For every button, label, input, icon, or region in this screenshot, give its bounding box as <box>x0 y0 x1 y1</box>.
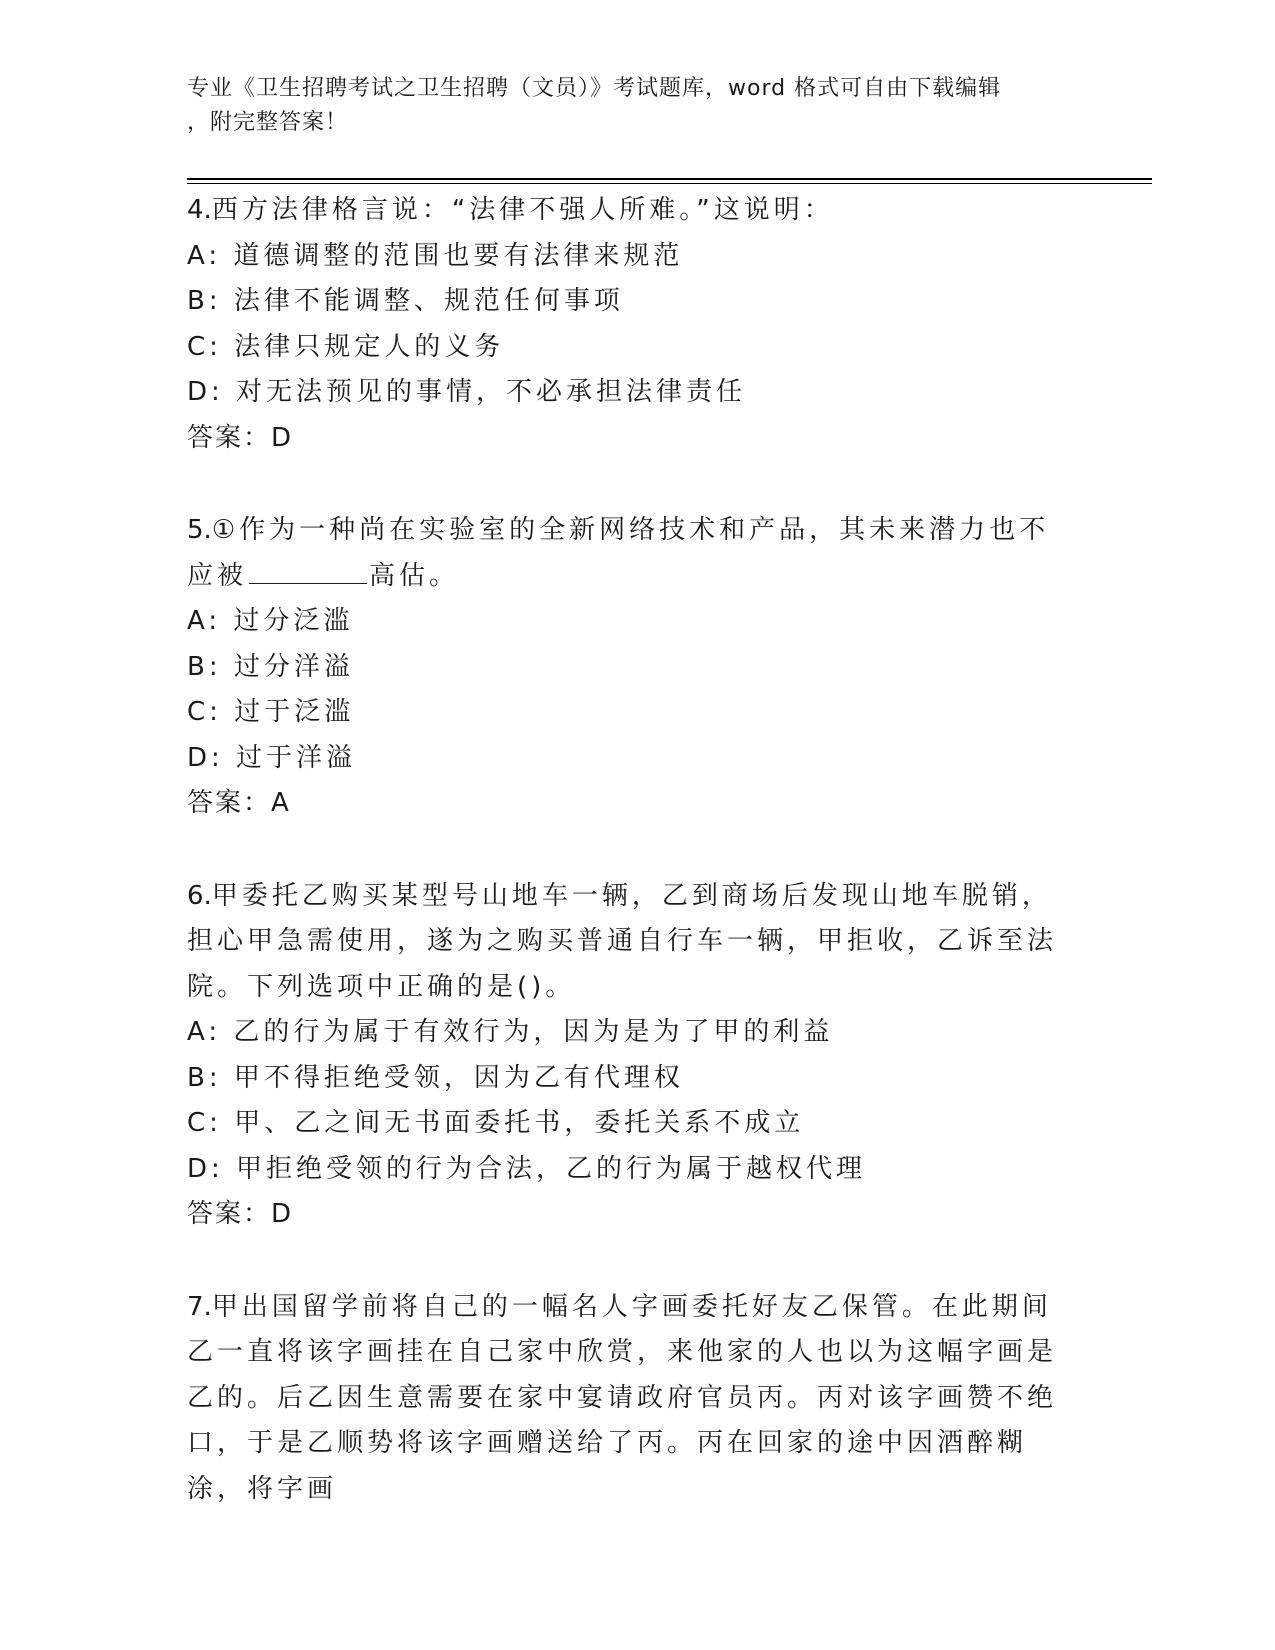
option-key: A: <box>187 240 222 271</box>
option-key: D: <box>187 377 224 407</box>
option-text: 法律不能调整、规范任何事项 <box>233 286 624 316</box>
option-text: 过分泛滥 <box>233 606 354 636</box>
option-a <box>187 1010 1067 1056</box>
question-stem <box>187 508 1067 599</box>
option-d <box>187 1147 1067 1193</box>
question-6 <box>187 874 1067 1238</box>
option-b <box>187 645 1067 691</box>
option-text: 对无法预见的事情，不必承担法律责任 <box>236 377 747 407</box>
option-text: 法律只规定人的义务 <box>234 331 505 362</box>
option-b <box>187 279 1067 325</box>
option-text: 甲不得拒绝受领，因为乙有代理权 <box>233 1062 684 1093</box>
option-key: D: <box>187 1153 224 1184</box>
option-key: C: <box>187 1108 222 1138</box>
answer-line <box>187 1192 1067 1238</box>
question-text-before-blank: ①作为一种尚在实验室的全新网络技术和产品，其未来潜力也不应被 <box>187 515 1050 591</box>
question-number: 4. <box>187 195 212 225</box>
option-text: 甲、乙之间无书面委托书，委托关系不成立 <box>234 1108 805 1138</box>
option-key: C: <box>187 697 222 727</box>
question-stem <box>187 874 1067 1011</box>
option-key: A: <box>187 1017 222 1047</box>
option-c <box>187 325 1067 371</box>
answer-label: 答案： <box>187 1199 272 1229</box>
answer-line <box>187 416 1067 462</box>
question-number: 7. <box>187 1291 212 1322</box>
answer-line <box>187 781 1067 827</box>
option-c <box>187 690 1067 736</box>
option-d <box>187 370 1067 416</box>
question-number: 6. <box>187 880 212 911</box>
option-key: A: <box>187 606 222 636</box>
answer-label: 答案： <box>187 788 272 818</box>
option-text: 乙的行为属于有效行为，因为是为了甲的利益 <box>233 1017 834 1047</box>
option-text: 过于洋溢 <box>236 742 357 773</box>
question-stem <box>187 188 1067 234</box>
option-key: D: <box>187 742 224 773</box>
option-d <box>187 736 1067 782</box>
document-header <box>187 72 1067 140</box>
question-text-after-blank: 高估。 <box>369 560 460 591</box>
option-text: 过分洋溢 <box>233 651 354 682</box>
option-key: B: <box>187 651 222 682</box>
question-list <box>187 188 1067 1559</box>
option-key: B: <box>187 1062 222 1093</box>
option-key: B: <box>187 286 222 316</box>
option-b <box>187 1056 1067 1102</box>
question-stem <box>187 1285 1067 1513</box>
question-7 <box>187 1285 1067 1513</box>
option-c <box>187 1101 1067 1147</box>
answer-value: A <box>271 788 291 818</box>
answer-label: 答案： <box>187 422 272 453</box>
header-line-2: ，附完整答案！ <box>187 110 349 135</box>
fill-in-blank <box>249 555 367 584</box>
option-text: 道德调整的范围也要有法律来规范 <box>233 240 684 271</box>
answer-value: D <box>271 422 294 453</box>
question-text: 西方法律格言说：“法律不强人所难。”这说明： <box>211 195 834 225</box>
question-number: 5. <box>187 515 212 545</box>
header-rule-thick <box>187 178 1152 180</box>
option-key: C: <box>187 331 222 362</box>
option-a <box>187 234 1067 280</box>
question-4 <box>187 188 1067 461</box>
option-text: 甲拒绝受领的行为合法，乙的行为属于越权代理 <box>236 1153 867 1184</box>
option-a <box>187 599 1067 645</box>
answer-value: D <box>271 1199 294 1229</box>
option-text: 过于泛滥 <box>234 697 355 727</box>
header-line-1: 专业《卫生招聘考试之卫生招聘（文员）》考试题库，word 格式可自由下载编辑 <box>187 76 1002 101</box>
question-text: 甲出国留学前将自己的一幅名人字画委托好友乙保管。在此期间乙一直将该字画挂在自己家中欣赏，来他家的人也以为这幅字画是乙的。后乙因生意需要在家中宴请政府官员丙。丙对该字画赞不绝口，于是乙顺势将该字画赠送给了丙。丙在回家的途中因酒醉糊涂，将字画 <box>187 1291 1058 1504</box>
question-text: 甲委托乙购买某型号山地车一辆，乙到商场后发现山地车脱销，担心甲急需使用，遂为之购买普通自行车一辆，甲拒收，乙诉至法院。下列选项中正确的是()。 <box>187 880 1058 1002</box>
header-rule-thin <box>187 183 1152 184</box>
question-5 <box>187 508 1067 827</box>
